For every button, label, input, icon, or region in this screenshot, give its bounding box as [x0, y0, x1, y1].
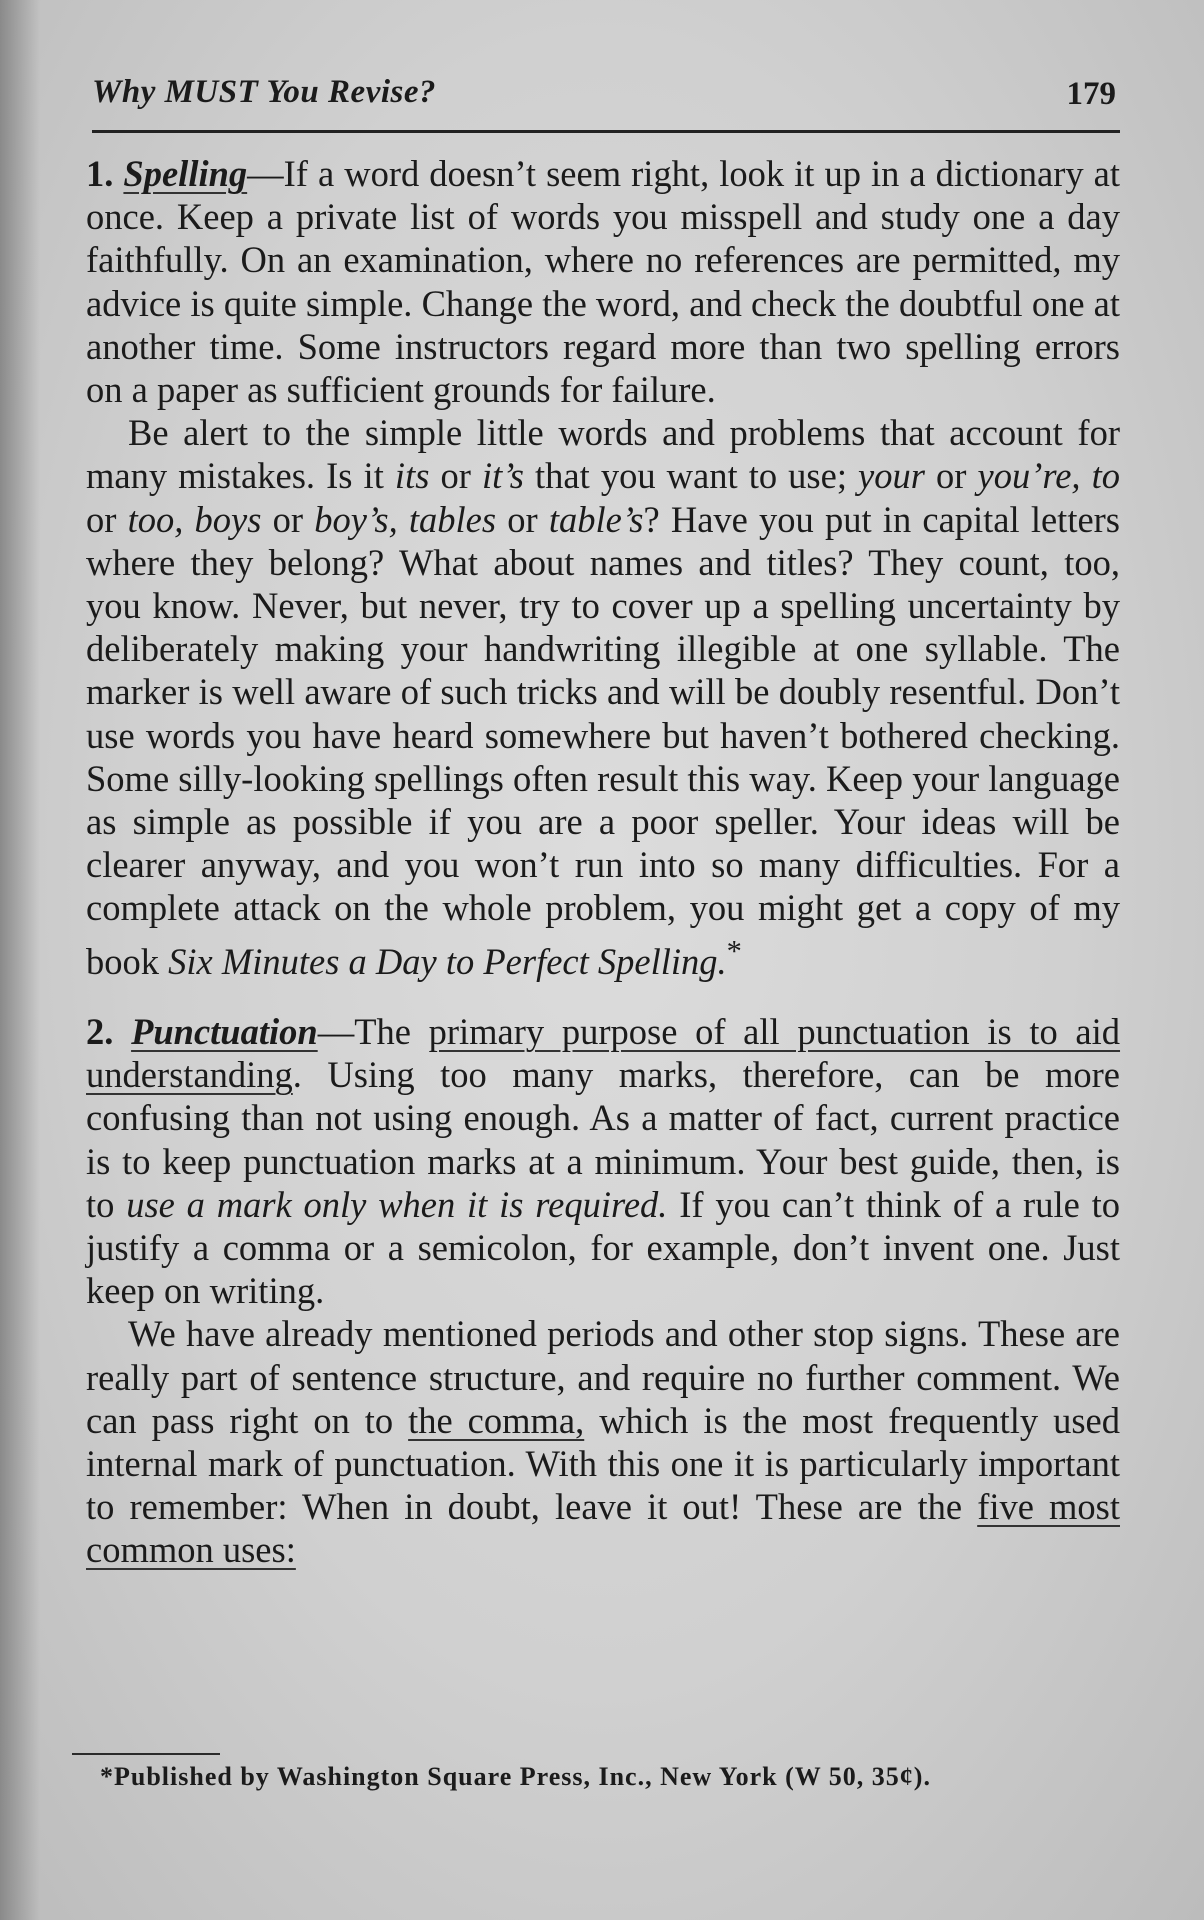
book-title: Six Minutes a Day to Perfect Spelling.: [168, 940, 727, 982]
paragraph-text: Be alert to the simple little words and problems that account for many mistakes. Is it: [86, 412, 1120, 497]
example-word: too, boys: [127, 498, 262, 540]
section-number: 2.: [86, 1011, 114, 1053]
paragraph-text: ? Have you put in capital letters where they belong? What about names and titles? They count, too, you know. Never, but never, try to cover up a spelling uncertainty by deliberately making your handwriting illegible at one syllable. The marker is well aware of such tricks and will be doubly resentful. Don’t use words you have heard somewhere but haven’t bothered checking. Some silly-looking spellings often result this way. Keep your language as simple as possible if you are a poor speller. Your ideas will be clearer anyway, and you won’t run into so many difficulties. For a complete attack on the whole problem, you might get a copy of my book: [86, 498, 1121, 982]
page-number: 179: [1066, 76, 1116, 112]
example-word: it’s: [482, 455, 524, 497]
section-heading-punctuation: Punctuation: [131, 1011, 318, 1053]
footnote: *Published by Washington Square Press, Inc., New York (W 50, 35¢).: [100, 1762, 931, 1791]
example-word: your: [858, 455, 925, 497]
footnote-rule: [72, 1753, 220, 1755]
paragraph-text: which is the most frequently used internal mark of punctuation. With this one it is particularly important to remember: When in doubt, leave it out! These are the: [86, 1399, 1120, 1528]
section-number: 1.: [86, 153, 114, 194]
paragraph-text: If you can’t think of a rule to justify a comma or a semicolon, for example, don’t invent one. Just keep on writing.: [86, 1183, 1120, 1312]
underlined-phrase: five most common uses:: [86, 1486, 1120, 1571]
running-title: Why MUST You Revise?: [92, 74, 436, 110]
connector-text: or: [261, 498, 315, 540]
example-word: table’s: [548, 498, 644, 540]
example-word: boy’s, tables: [314, 498, 497, 540]
punctuation-paragraph-1: [86, 1010, 1120, 1312]
page-body: [86, 152, 1120, 1572]
connector-text: or: [429, 455, 482, 497]
connector-text: or: [86, 498, 128, 540]
paragraph-text: . Using too many marks, therefore, can be more confusing than not using enough. As a matter of fact, current practice is to keep punctuation marks at a minimum. Your best guide, then, is to: [86, 1054, 1120, 1225]
connector-text: or: [496, 498, 549, 540]
spelling-paragraph-2: [86, 411, 1120, 983]
paragraph-text: We have already mentioned periods and other stop signs. These are really part of sentence structure, and require no further comment. We can pass right on to: [86, 1313, 1120, 1441]
spelling-paragraph-1: [86, 152, 1120, 411]
running-head: [92, 74, 1120, 133]
section-heading-spelling: Spelling: [123, 153, 248, 194]
example-word: its: [394, 455, 430, 497]
underlined-phrase: the comma,: [408, 1399, 585, 1441]
paragraph-text: that you want to use;: [523, 455, 859, 497]
paragraph-text: —The: [317, 1011, 429, 1053]
italic-phrase: use a mark only when it is required.: [126, 1183, 668, 1225]
footnote-marker: *: [726, 933, 742, 968]
paragraph-text: —If a word doesn’t seem right, look it up in a dictionary at once. Keep a private list of words you misspell and study one a day faithfully. On an examination, where no references are permitted, my advice is quite simple. Change the word, and check the doubtful one at another time. Some instructors regard more than two spelling errors on a paper as sufficient grounds for failure.: [86, 153, 1121, 411]
connector-text: or: [924, 455, 978, 497]
example-word: you’re, to: [977, 455, 1121, 497]
punctuation-paragraph-2: [86, 1312, 1120, 1571]
binding-shadow: [0, 0, 40, 1920]
underlined-phrase: primary purpose of all punctuation is to aid understanding: [86, 1011, 1121, 1096]
